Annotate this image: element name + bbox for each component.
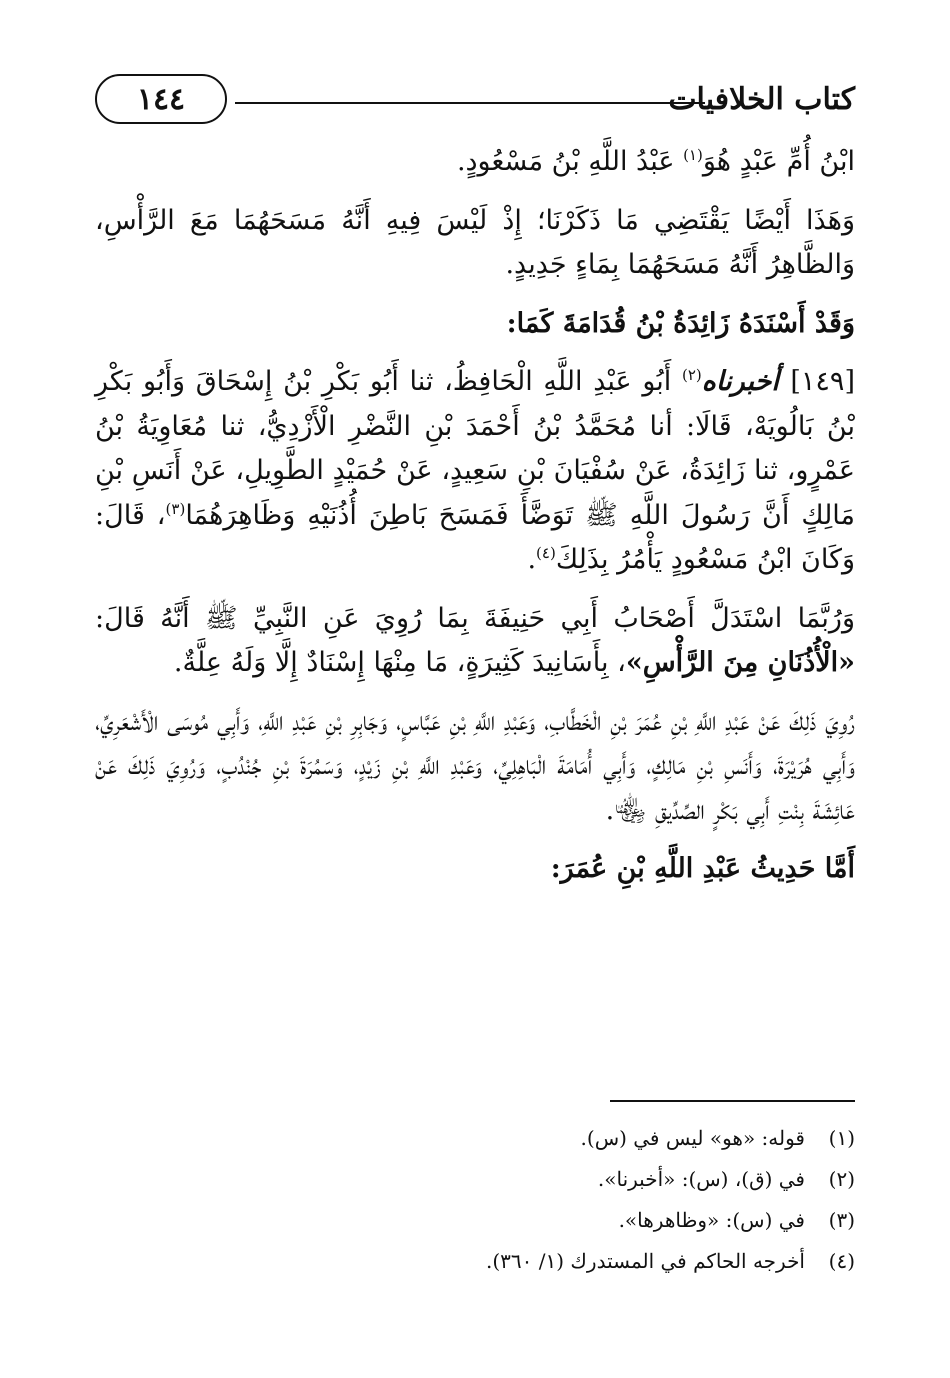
footnote-ref-3[interactable]: (٣) <box>165 499 186 518</box>
footnote-number: (٢) <box>828 1167 855 1191</box>
header-rule <box>235 102 705 104</box>
footnote-text: قوله: «هو» ليس في (س). <box>580 1126 805 1150</box>
hadith-149 <box>95 360 855 583</box>
paragraph-5 <box>95 597 855 686</box>
paragraph-7: أَمَّا حَدِيثُ عَبْدِ اللَّهِ بْنِ عُمَرَ: <box>550 853 855 884</box>
footnote-text: في (س): «وظاهرها». <box>618 1208 805 1232</box>
footnote-number: (١) <box>828 1126 855 1150</box>
hadith-quote: «الْأُذُنَانِ مِنَ الرَّأْسِ» <box>625 647 855 678</box>
footnotes <box>255 1118 855 1282</box>
footnote-2 <box>255 1159 855 1200</box>
footnote-ref-4[interactable]: (٤) <box>536 544 556 562</box>
paragraph-6: رُوِيَ ذَلِكَ عَنْ عَبْدِ اللَّهِ بْنِ عُمَرَ بْنِ الْخَطَّابِ، وَعَبْدِ اللَّهِ بْنِ عَبَّاسٍ، وَجَابِرِ بْنِ عَبْدِ اللَّهِ، وَأَبِي مُوسَى الْأَشْعَرِيِّ، وَأَبِي هُرَيْرَةَ، وَأَنَسِ بْنِ مَالِكٍ، وَأَبِي أُمَامَةَ الْبَاهِلِيِّ، وَعَبْدِ اللَّهِ بْنِ زَيْدٍ، وَسَمُرَةَ بْنِ جُنْدُبٍ، وَرُوِيَ ذَلِكَ عَنْ عَائِشَةَ بِنْتِ أَبِي بَكْرٍ الصِّدِّيقِ ﵄. <box>95 705 855 826</box>
footnote-number: (٤) <box>828 1249 855 1273</box>
paragraph-2: وَهَذَا أَيْضًا يَقْتَضِي مَا ذَكَرْنَا؛ إِذْ لَيْسَ فِيهِ أَنَّهُ مَسَحَهُمَا مَعَ الرَّأْسِ، وَالظَّاهِرُ أَنَّهُ مَسَحَهُمَا بِمَاءٍ جَدِيدٍ. <box>95 204 855 280</box>
book-title: كتاب الخلافيات <box>668 82 855 117</box>
footnote-text: في (ق)، (س): «أخبرنا». <box>597 1167 805 1191</box>
text: . <box>527 544 537 575</box>
footnote-1 <box>255 1118 855 1159</box>
footnote-ref-2[interactable]: (٢) <box>681 366 702 384</box>
footnote-3 <box>255 1200 855 1241</box>
text: وَرُبَّمَا اسْتَدَلَّ أَصْحَابُ أَبِي حَنِيفَةَ بِمَا رُوِيَ عَنِ النَّبِيِّ ﷺ أَنَّهُ قَالَ: <box>95 602 855 634</box>
text: عَبْدُ اللَّهِ بْنُ مَسْعُودٍ. <box>456 146 684 177</box>
main-text <box>95 140 855 892</box>
footnote-rule <box>610 1100 855 1102</box>
page-number: ١٤٤ <box>95 74 227 124</box>
paragraph-1 <box>95 140 855 185</box>
text: أَبُو عَبْدِ اللَّهِ الْحَافِظُ، ثنا أَبُو بَكْرِ بْنُ إِسْحَاقَ وَأَبُو بَكْرِ بْنُ بَالُويَهْ، قَالَا: أنا مُحَمَّدُ بْنُ أَحْمَدَ بْنِ النَّضْرِ الْأَزْدِيُّ، ثنا مُعَاوِيَةُ بْنُ عَمْرٍو، ثنا زَائِدَةُ، عَنْ سُفْيَانَ بْنِ سَعِيدٍ، عَنْ حُمَيْدٍ الطَّوِيلِ، عَنْ أَنَسِ بْنِ مَالِكٍ أَنَّ رَسُولَ اللَّهِ ﷺ تَوَضَّأَ فَمَسَحَ بَاطِنَ أُذُنَيْهِ وَظَاهِرَهُمَا <box>95 366 855 531</box>
text: ، بِأَسَانِيدَ كَثِيرَةٍ، مَا مِنْهَا إِسْنَادٌ إِلَّا وَلَهُ عِلَّةٌ. <box>173 647 626 678</box>
footnote-number: (٣) <box>828 1208 855 1232</box>
hadith-number: [١٤٩] <box>790 366 855 397</box>
page-header <box>95 74 855 134</box>
footnote-ref-1[interactable]: (١) <box>683 146 703 164</box>
footnote-4 <box>255 1241 855 1282</box>
text: ، قَالَ: وَكَانَ ابْنُ مَسْعُودٍ يَأْمُرُ بِذَلِكَ <box>95 499 855 575</box>
paragraph-3: وَقَدْ أَسْنَدَهُ زَائِدَةُ بْنُ قُدَامَةَ كَمَا: <box>506 307 855 339</box>
text: ابْنُ أُمِّ عَبْدٍ هُوَ <box>702 146 855 177</box>
footnote-text: أخرجه الحاكم في المستدرك (١/ ٣٦٠). <box>486 1249 805 1273</box>
hadith-label: أخبرناه <box>701 366 791 397</box>
